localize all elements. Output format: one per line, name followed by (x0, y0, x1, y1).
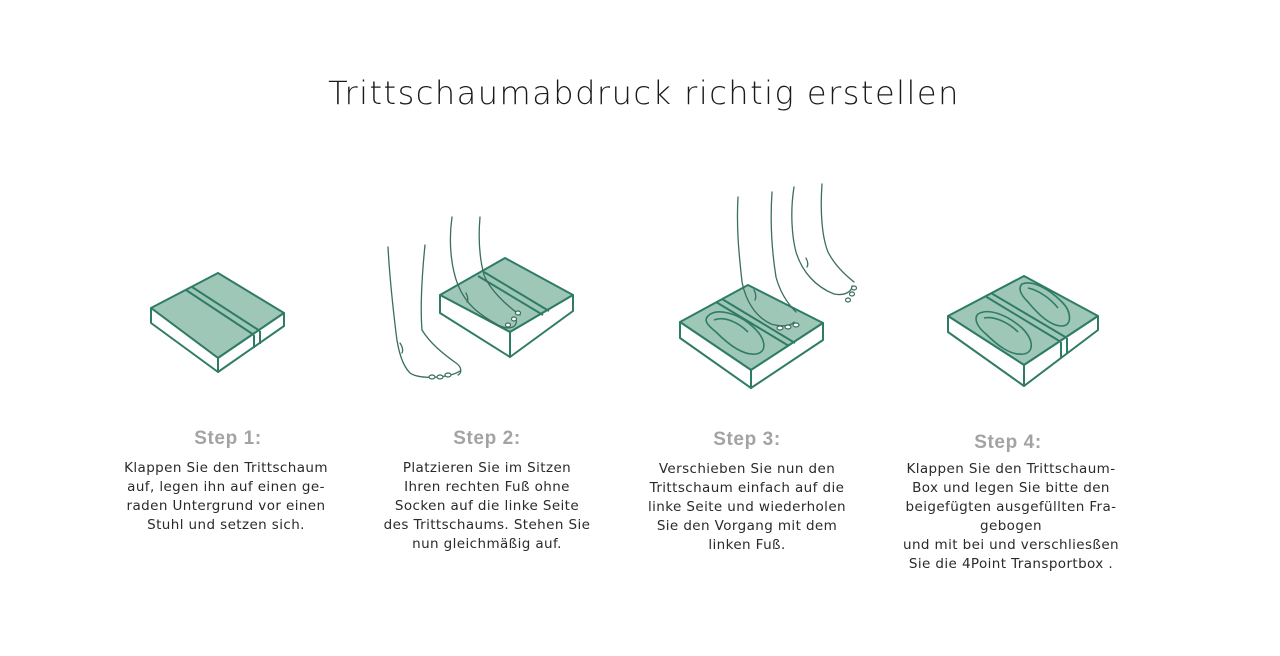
step-text-line: des Trittschaums. Stehen Sie (383, 517, 591, 533)
step-1-heading: Step 1: (194, 428, 262, 449)
step-4-heading: Step 4: (974, 432, 1042, 453)
step-text-line: Klappen Sie den Trittschaum- (906, 461, 1116, 477)
foot-on-foam-icon (380, 215, 580, 385)
step-text-line: und mit bei und verschliesßen (902, 537, 1119, 553)
step-text-line: nun gleichmäßig auf. (412, 536, 562, 552)
foot-imprints-icon (676, 182, 876, 392)
foam-box-icon (146, 268, 291, 378)
step-2-heading: Step 2: (453, 428, 521, 449)
step-text-line: linke Seite und wiederholen (648, 499, 846, 515)
step-text-line: linken Fuß. (708, 537, 786, 553)
step-text-line: raden Untergrund vor einen (126, 498, 326, 514)
step-text-line: beigefügten ausgefüllten Fra- (905, 499, 1117, 515)
page-title: Trittschaumabdruck richtig erstellen (328, 74, 960, 112)
step-text-line: Stuhl und setzen sich. (147, 517, 305, 533)
step-4-text (876, 460, 1146, 574)
step-3-heading: Step 3: (713, 429, 781, 450)
step-text-line: Verschieben Sie nun den (658, 461, 836, 477)
step-text-line: Box und legen Sie bitte den (912, 480, 1110, 496)
step-3-text (626, 460, 868, 555)
step-text-line: auf, legen ihn auf einen ge- (127, 479, 325, 495)
step-text-line: Sie den Vorgang mit dem (656, 518, 838, 534)
step-text-line: gebogen (980, 518, 1042, 534)
step-1-text (106, 459, 346, 535)
step-text-line: Socken auf die linke Seite (394, 498, 580, 514)
step-text-line: Platzieren Sie im Sitzen (402, 460, 572, 476)
step-2-text (366, 459, 608, 554)
step-text-line: Ihren rechten Fuß ohne (404, 479, 570, 495)
step-text-line: Trittschaum einfach auf die (649, 480, 845, 496)
foam-with-prints-icon (944, 270, 1104, 394)
step-text-line: Sie die 4Point Transportbox . (908, 556, 1114, 572)
step-text-line: Klappen Sie den Trittschaum (124, 460, 328, 476)
